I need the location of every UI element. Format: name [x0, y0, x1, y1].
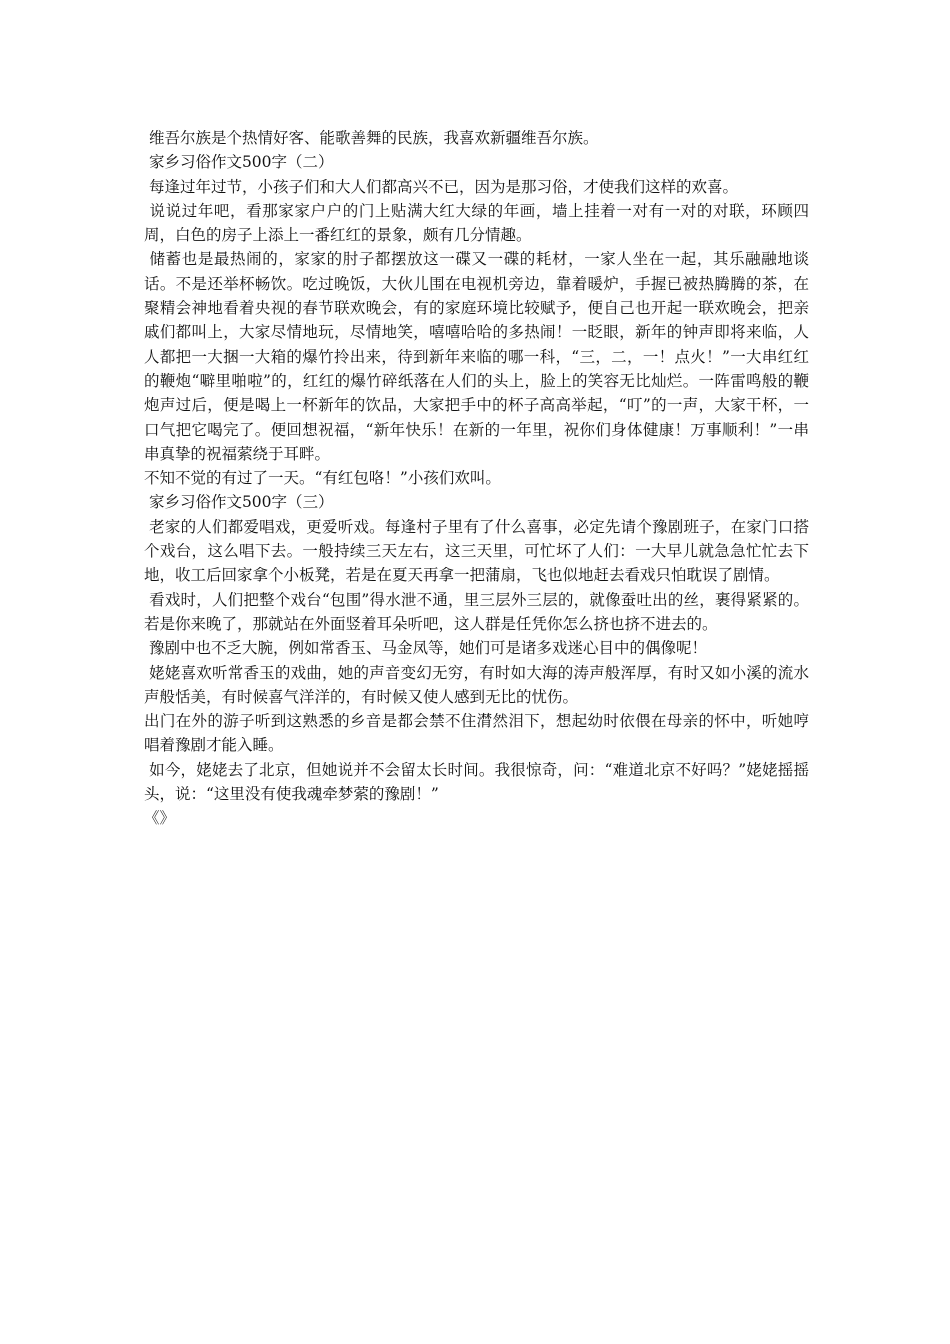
paragraph: 每逢过年过节，小孩子们和大人们都高兴不已，因为是那习俗，才使我们这样的欢喜。 [144, 177, 738, 196]
paragraph: 看戏时，人们把整个戏台“包围”得水泄不通，里三层外三层的，就像蚕吐出的丝，裹得紧紧的。若是你来晚了，那就站在外面竖着耳朵听吧，这人群是任凭你怎么挤也挤不进去的。 [144, 590, 809, 633]
section-heading-three: 家乡习俗作文500字（三） [144, 493, 334, 512]
paragraph-intro-closing: 维吾尔族是个热情好客、能歌善舞的民族，我喜欢新疆维吾尔族。 [144, 129, 599, 147]
paragraph: 储蓄也是最热闹的，家家的肘子都摆放这一碟又一碟的耗材，一家人坐在一起，其乐融融地谈话。不是还举杯畅饮。吃过晚饭，大伙儿围在电视机旁边，靠着暖炉，手握已被热腾腾的茶，在聚精会神地看着央视的春节联欢晚会，有的家庭环境比较赋予，便自己也开起一联欢晚会，把亲戚们都叫上，大家尽情地玩，尽情地笑，嘻嘻哈哈的多热闹！一眨眼，新年的钟声即将来临，人人都把一大捆一大箱的爆竹拎出来，待到新年来临的哪一科，“三，二，一！点火！”一大串红红的鞭炮“噼里啪啦”的，红红的爆竹碎纸落在人们的头上，脸上的笑容无比灿烂。一阵雷鸣般的鞭炮声过后，便是喝上一杯新年的饮品，大家把手中的杯子高高举起，“叮”的一声，大家干杯，一口气把它喝完了。便回想祝福，“新年快乐！在新的一年里，祝你们身体健康！万事顺利！”一串串真挚的祝福萦绕于耳畔。 [144, 250, 809, 463]
paragraph: 豫剧中也不乏大腕，例如常香玉、马金凤等，她们可是诸多戏迷心目中的偶像呢！ [144, 639, 707, 658]
closing-brackets: 《》 [144, 809, 176, 828]
paragraph: 不知不觉的有过了一天。“有红包咯！”小孩们欢叫。 [144, 469, 501, 488]
paragraph: 出门在外的游子听到这熟悉的乡音是都会禁不住潸然泪下，想起幼时依偎在母亲的怀中，听她哼唱着豫剧才能入睡。 [144, 712, 809, 755]
paragraph: 如今，姥姥去了北京，但她说并不会留太长时间。我很惊奇，问：“难道北京不好吗？”姥姥摇摇头，说：“这里没有使我魂牵梦萦的豫剧！” [144, 760, 809, 804]
paragraph: 老家的人们都爱唱戏，更爱听戏。每逢村子里有了什么喜事，必定先请个豫剧班子，在家门口搭个戏台，这么唱下去。一般持续三天左右，这三天里，可忙坏了人们：一大早儿就急急忙忙去下地，收工后回家拿个小板凳，若是在夏天再拿一把蒲扇，飞也似地赶去看戏只怕耽误了剧情。 [144, 517, 809, 585]
paragraph: 说说过年吧，看那家家户户的门上贴满大红大绿的年画，墙上挂着一对有一对的对联，环顾四周，白色的房子上添上一番红红的景象，颇有几分情趣。 [144, 201, 809, 245]
paragraph: 姥姥喜欢听常香玉的戏曲，她的声音变幻无穷，有时如大海的涛声般浑厚，有时又如小溪的流水声般恬美，有时候喜气洋洋的，有时候又使人感到无比的忧伤。 [144, 663, 809, 706]
document-body [144, 126, 809, 831]
section-heading-two: 家乡习俗作文500字（二） [144, 153, 334, 172]
